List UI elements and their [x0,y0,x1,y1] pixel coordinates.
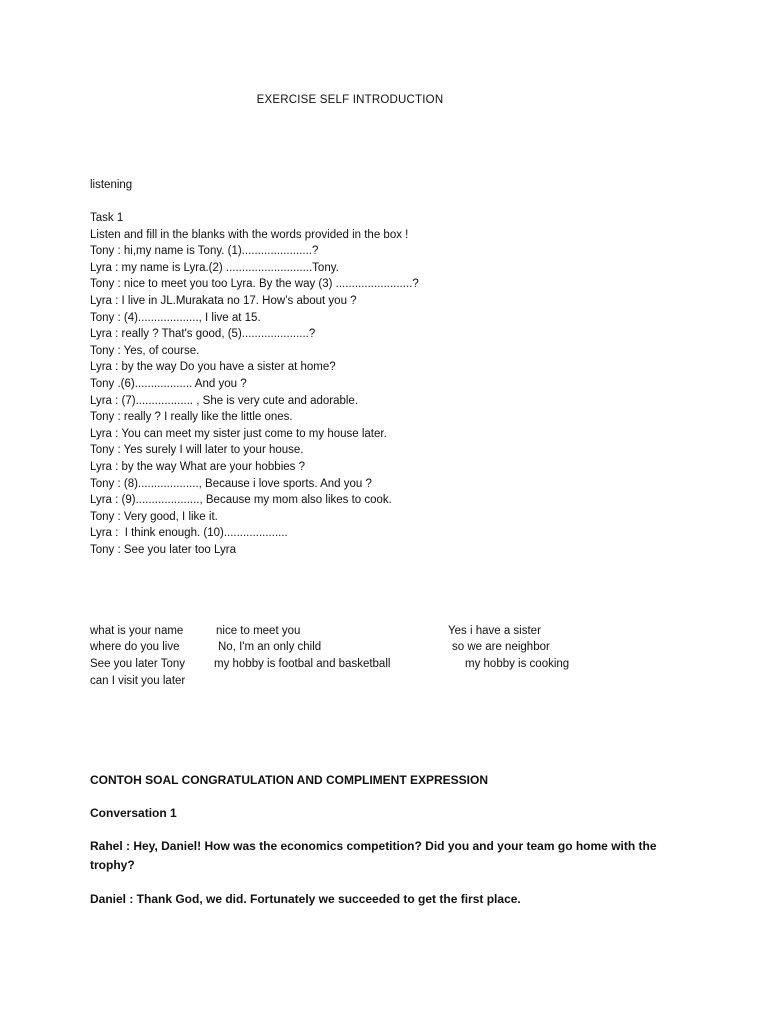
section-heading: CONTOH SOAL CONGRATULATION AND COMPLIMENT EXPRESSION [90,773,489,787]
word-option: my hobby is footbal and basketball [214,658,391,670]
dialogue-line: Lyra : (7).................. , She is very cute and adorable. [90,394,359,407]
dialogue-line: Lyra : I live in JL.Murakata no 17. How’s about you ? [90,294,357,307]
dialogue-line: Lyra : really ? That's good, (5).....................? [90,328,316,341]
word-box [90,623,650,693]
dialogue-line: Tony : (8)..................., Because i love sports. And you ? [90,477,372,490]
dialogue-line: Lyra : I think enough. (10).................... [90,527,288,540]
dialogue-line: Tony .(6).................. And you ? [90,377,247,390]
dialogue-line: Tony : really ? I really like the little ones. [90,411,293,424]
task-block [90,210,419,558]
dialogue-line: Tony : (4)..................., I live at 15. [90,311,261,324]
dialogue-line: Tony : Yes surely I will later to your house. [90,444,304,457]
dialogue-line: Tony : nice to meet you too Lyra. By the way (3) ........................? [90,278,419,291]
dialogue-line: Lyra : (9)...................., Because my mom also likes to cook. [90,494,392,507]
word-option: nice to meet you [216,625,301,637]
word-option: No, I'm an only child [218,641,322,653]
conversation-line: Rahel : Hey, Daniel! How was the economics competition? Did you and your team go home with the trophy? [90,839,657,872]
dialogue-line: Tony : Yes, of course. [90,344,200,357]
word-option: so we are neighbor [452,641,550,653]
task-instruction: Listen and fill in the blanks with the words provided in the box ! [90,228,409,241]
page-title: EXERCISE SELF INTRODUCTION [256,94,444,106]
dialogue-line: Lyra : by the way Do you have a sister at home? [90,361,336,374]
word-option: my hobby is cooking [465,658,570,670]
conversation-label: Conversation 1 [90,806,177,820]
dialogue-line: Lyra : my name is Lyra.(2) ...........................Tony. [90,261,339,274]
conversation-line: Daniel : Thank God, we did. Fortunately we succeeded to get the first place. [90,892,521,906]
word-option: can I visit you later [90,675,186,687]
word-option: where do you live [90,641,180,653]
dialogue-line: Tony : See you later too Lyra [90,543,236,556]
dialogue-line: Lyra : by the way What are your hobbies ? [90,460,305,473]
dialogue-line: Tony : Very good, I like it. [90,510,218,523]
word-option: Yes i have a sister [448,625,541,637]
section-label-text: listening [90,179,133,191]
task-label: Task 1 [90,212,124,224]
dialogue-line: Lyra : You can meet my sister just come to my house later. [90,427,387,440]
dialogue-line: Tony : hi,my name is Tony. (1)......................? [90,245,319,258]
word-option: See you later Tony [90,658,186,670]
word-option: what is your name [90,625,184,637]
section-label [90,177,132,194]
